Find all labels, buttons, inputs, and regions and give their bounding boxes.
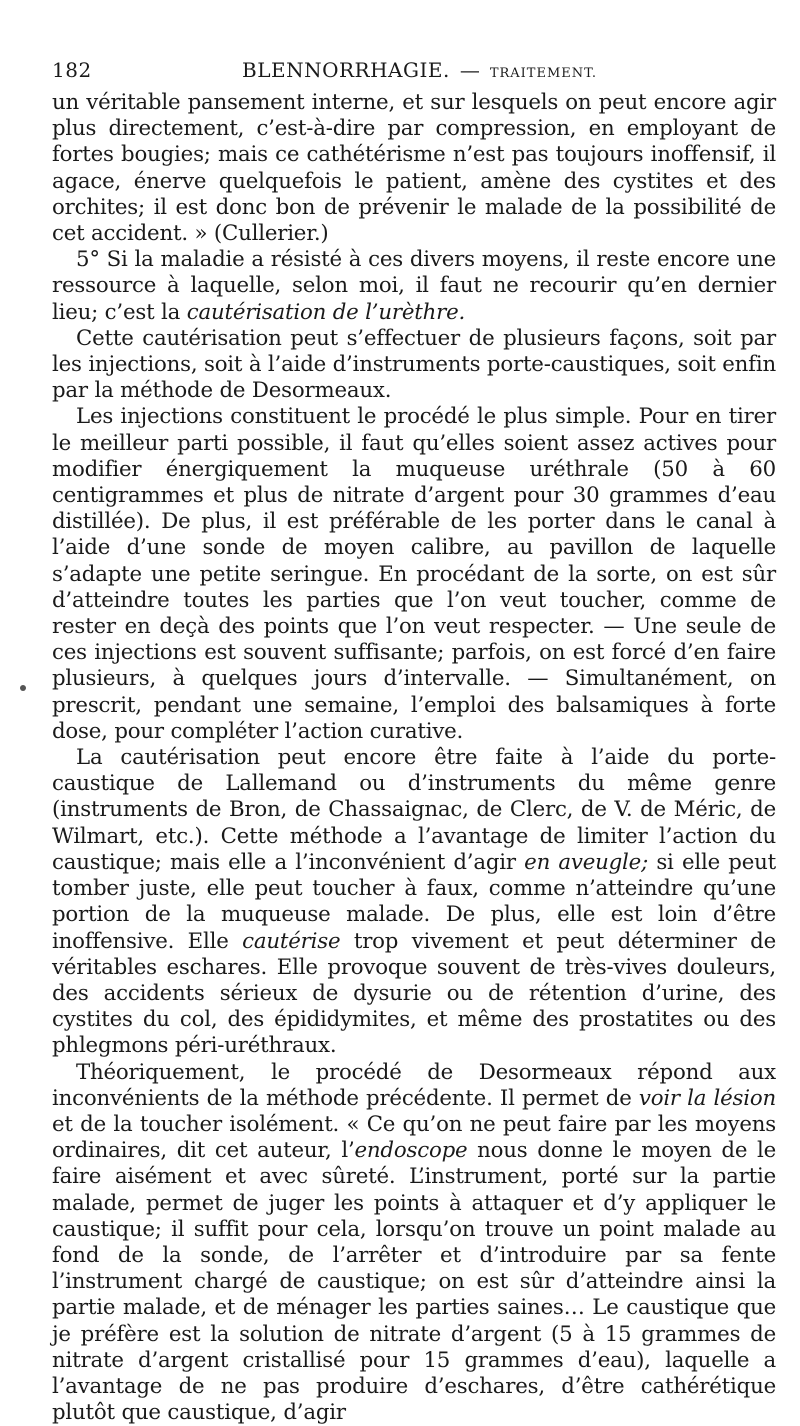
paragraph [52, 326, 776, 405]
paragraph-text: nous donne le moyen de le faire aisément et avec sûreté. L’instrument, porté sur la partie malade, permet de juger les points à attaquer et d’y appliquer le caustique; il suffit pour cela, lorsqu’on trouve un point malade au fond de la sonde, de l’arrêter et d’introduire par sa fente l’instrument chargé de caustique; on est sûr d’atteindre ainsi la partie malade, et de ménager les parties saines… Le caustique que je préfère est la solution de nitrate d’argent (5 à 15 grammes de nitrate d’argent cristallisé pour 15 grammes d’eau), laquelle a l’avantage de ne pas produire d’eschares, d’être cathérétique plutôt que caustique, d’agir [52, 1138, 776, 1426]
paragraph [52, 1060, 776, 1426]
paragraph-text: 5° Si la maladie a résisté à ces divers moyens, il reste encore une ressource à laquelle, selon moi, il faut ne recourir qu’en dernier lieu; c’est la [52, 247, 776, 325]
running-header [52, 58, 776, 86]
paragraph-text: trop vivement et peut déterminer de véritables eschares. Elle provoque souvent de très-vives douleurs, des accidents sérieux de dysurie ou de rétention d’urine, des cystites du col, des épididymites, et même des prostatites ou des phlegmons péri-uréthraux. [52, 928, 776, 1059]
italic-text: en aveugle; [524, 849, 649, 875]
paragraph-text: et de la toucher isolément. « Ce qu’on ne peut faire par les moyens ordinaires, dit cet auteur, l’ [52, 1111, 776, 1164]
paragraph-text: si elle peut tomber juste, elle peut toucher à faux, comme n’atteindre qu’une portion de la muqueuse malade. De plus, elle est loin d’être inoffensive. Elle [52, 849, 776, 954]
paragraph-text: Les injections constituent le procédé le plus simple. Pour en tirer le meilleur parti possible, il faut qu’elles soient assez actives pour modifier énergiquement la muqueuse uréthrale (50 à 60 centigrammes et plus de nitrate d’argent pour 30 grammes d’eau distillée). De plus, il est préférable de les porter dans le canal à l’aide d’une sonde de moyen calibre, au pavillon de laquelle s’adapte une petite seringue. En procédant de la sorte, on est sûr d’atteindre toutes les parties que l’on veut toucher, comme de rester en deçà des points que l’on veut respecter. — Une seule de ces injections est souvent suffisante; parfois, on est forcé d’en faire plusieurs, à quelques jours d’intervalle. — Simultanément, on prescrit, pendant une semaine, l’emploi des balsamiques à forte dose, pour compléter l’action curative. [52, 404, 776, 744]
italic-text: cautérise [242, 928, 341, 954]
paragraph [52, 745, 776, 1059]
paragraph-text: Cette cautérisation peut s’effectuer de plusieurs façons, soit par les injections, soit à l’aide d’instruments porte-caustiques, soit enfin par la méthode de Desormeaux. [52, 325, 776, 404]
italic-text: endoscope [354, 1138, 468, 1164]
paragraph-text: Théoriquement, le procédé de Desormeaux répond aux inconvénients de la méthode précédente. Il permet de [52, 1059, 776, 1111]
italic-text: voir la lésion [638, 1085, 776, 1111]
running-subtitle: TRAITEMENT. [489, 66, 598, 81]
paragraph-text: un véritable pansement interne, et sur lesquels on peut encore agir plus directement, c’est-à-dire par compression, en employant de fortes bougies; mais ce cathétérisme n’est pas toujours inoffensif, il agace, énerve quelquefois le patient, amène des cystites et des orchites; il est donc bon de prévenir le malade de la possibilité de cet accident. » (Cullerier.) [52, 90, 776, 247]
paragraph-text: La cautérisation peut encore être faite à l’aide du porte-caustique de Lallemand ou d’instruments du même genre (instruments de Bron, de Chassaignac, de Clerc, de V. de Méric, de Wilmart, etc.). Cette méthode a l’avantage de limiter l’action du caustique; mais elle a l’inconvénient d’agir [52, 745, 776, 875]
ink-spot [20, 685, 26, 691]
italic-text: cautérisation de l’urèthre. [186, 299, 466, 325]
page-body [52, 90, 776, 1426]
page-number: 182 [52, 58, 92, 82]
paragraph [52, 404, 776, 745]
running-title: BLENNORRHAGIE. [242, 58, 450, 82]
paragraph [52, 90, 776, 247]
running-separator: — [459, 58, 480, 82]
paragraph [52, 247, 776, 326]
